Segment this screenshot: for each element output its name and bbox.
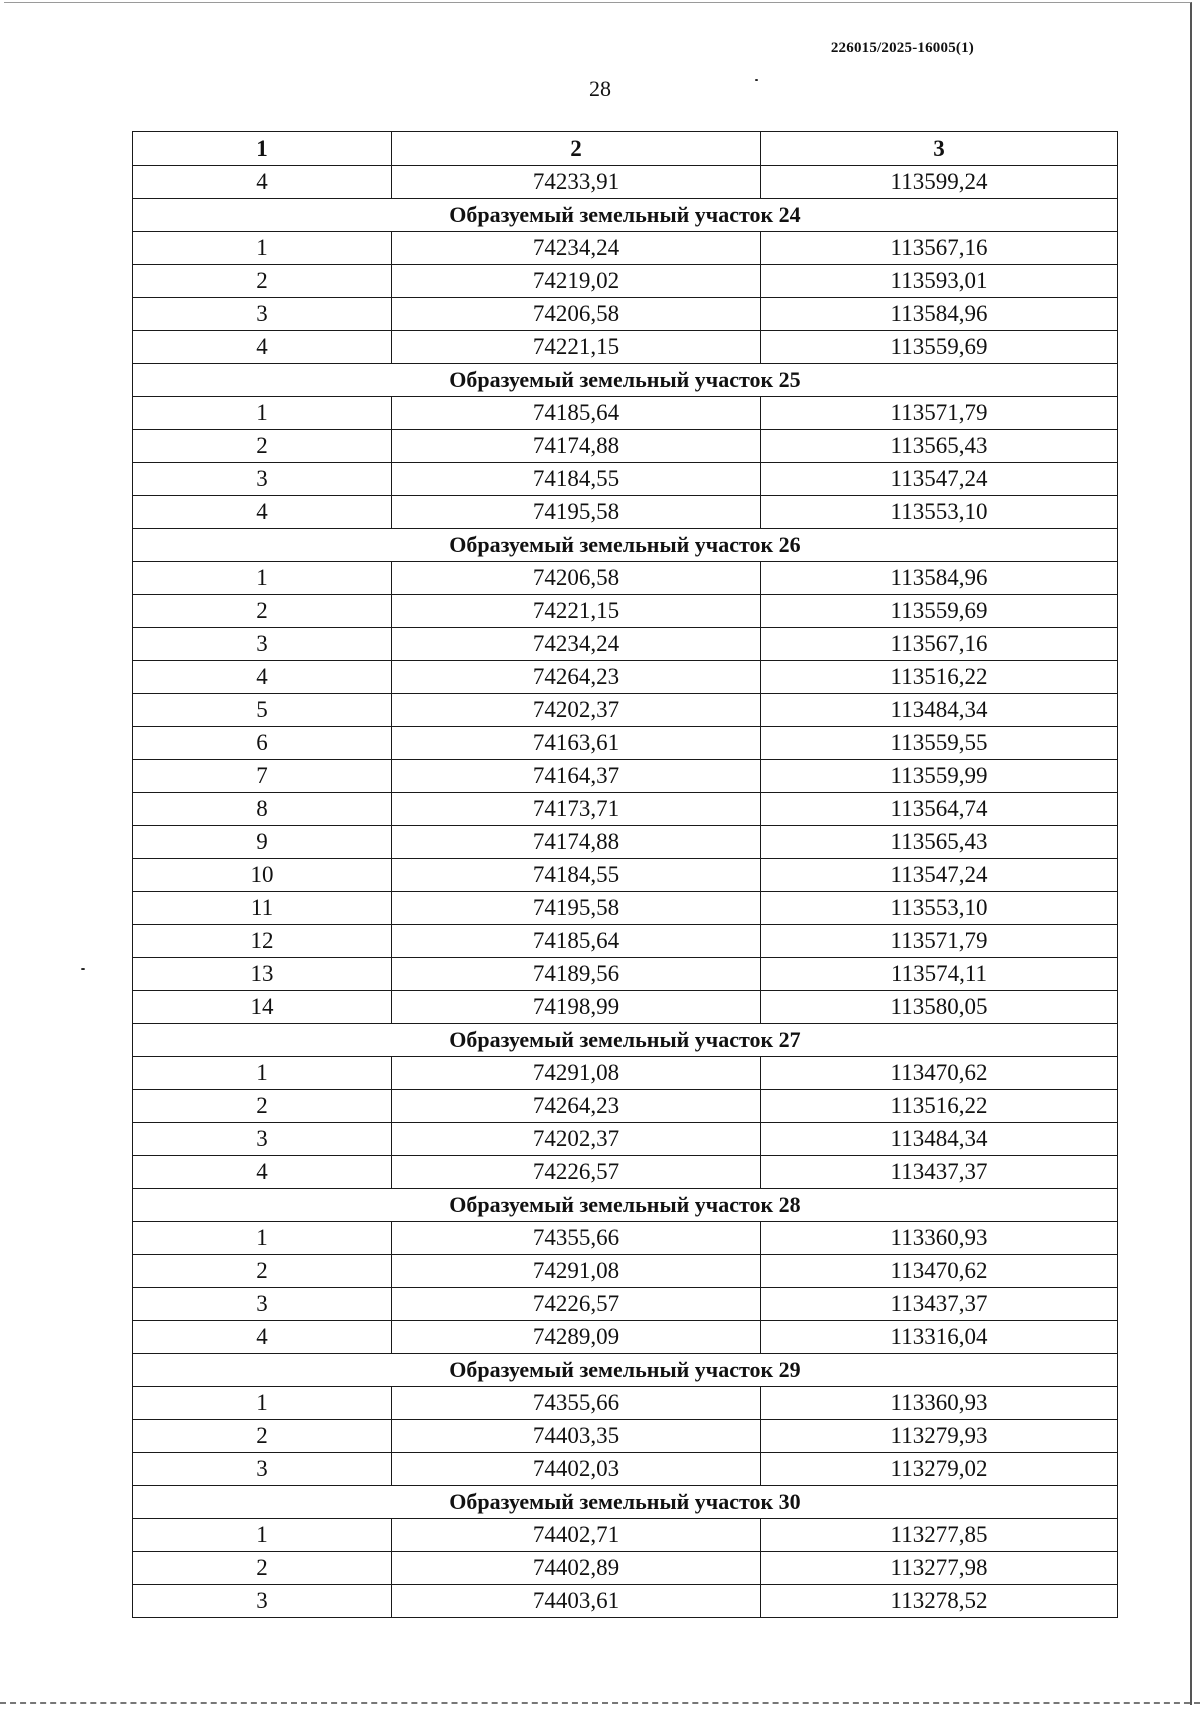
point-number-cell: 5 bbox=[133, 694, 392, 727]
y-coordinate-cell: 113559,99 bbox=[761, 760, 1118, 793]
table-row bbox=[133, 826, 1118, 859]
table-row bbox=[133, 265, 1118, 298]
y-coordinate-cell: 113437,37 bbox=[761, 1288, 1118, 1321]
table-row bbox=[133, 1288, 1118, 1321]
point-number-cell: 10 bbox=[133, 859, 392, 892]
table-row bbox=[133, 694, 1118, 727]
section-row bbox=[133, 1189, 1118, 1222]
y-coordinate-cell: 113279,02 bbox=[761, 1453, 1118, 1486]
point-number-cell: 2 bbox=[133, 1090, 392, 1123]
y-coordinate-cell: 113565,43 bbox=[761, 826, 1118, 859]
x-coordinate-cell: 74185,64 bbox=[392, 925, 761, 958]
x-coordinate-cell: 74402,71 bbox=[392, 1519, 761, 1552]
x-coordinate-cell: 74289,09 bbox=[392, 1321, 761, 1354]
point-number-cell: 1 bbox=[133, 397, 392, 430]
section-title: Образуемый земельный участок 26 bbox=[133, 529, 1118, 562]
point-number-cell: 12 bbox=[133, 925, 392, 958]
y-coordinate-cell: 113584,96 bbox=[761, 562, 1118, 595]
point-number-cell: 4 bbox=[133, 496, 392, 529]
table-row bbox=[133, 595, 1118, 628]
table-row bbox=[133, 496, 1118, 529]
point-number-cell: 9 bbox=[133, 826, 392, 859]
point-number-cell: 2 bbox=[133, 1420, 392, 1453]
point-number-cell: 4 bbox=[133, 1321, 392, 1354]
y-coordinate-cell: 113277,85 bbox=[761, 1519, 1118, 1552]
point-number-cell: 1 bbox=[133, 562, 392, 595]
point-number-cell: 8 bbox=[133, 793, 392, 826]
point-number-cell: 14 bbox=[133, 991, 392, 1024]
y-coordinate-cell: 113437,37 bbox=[761, 1156, 1118, 1189]
y-coordinate-cell: 113484,34 bbox=[761, 1123, 1118, 1156]
y-coordinate-cell: 113516,22 bbox=[761, 1090, 1118, 1123]
x-coordinate-cell: 74355,66 bbox=[392, 1222, 761, 1255]
table-row bbox=[133, 1156, 1118, 1189]
point-number-cell: 2 bbox=[133, 1552, 392, 1585]
y-coordinate-cell: 113599,24 bbox=[761, 166, 1118, 199]
section-title: Образуемый земельный участок 29 bbox=[133, 1354, 1118, 1387]
point-number-cell: 2 bbox=[133, 1255, 392, 1288]
section-title: Образуемый земельный участок 28 bbox=[133, 1189, 1118, 1222]
y-coordinate-cell: 113470,62 bbox=[761, 1057, 1118, 1090]
point-number-cell: 2 bbox=[133, 595, 392, 628]
x-coordinate-cell: 74403,35 bbox=[392, 1420, 761, 1453]
x-coordinate-cell: 74403,61 bbox=[392, 1585, 761, 1618]
x-coordinate-cell: 74206,58 bbox=[392, 562, 761, 595]
table-row bbox=[133, 958, 1118, 991]
point-number-cell: 3 bbox=[133, 1288, 392, 1321]
coordinates-table bbox=[132, 131, 1118, 1618]
x-coordinate-cell: 74233,91 bbox=[392, 166, 761, 199]
table-row bbox=[133, 1057, 1118, 1090]
table-row bbox=[133, 166, 1118, 199]
x-coordinate-cell: 74226,57 bbox=[392, 1156, 761, 1189]
column-header-x: 2 bbox=[392, 132, 761, 166]
x-coordinate-cell: 74164,37 bbox=[392, 760, 761, 793]
x-coordinate-cell: 74402,89 bbox=[392, 1552, 761, 1585]
y-coordinate-cell: 113580,05 bbox=[761, 991, 1118, 1024]
x-coordinate-cell: 74264,23 bbox=[392, 661, 761, 694]
section-row bbox=[133, 529, 1118, 562]
point-number-cell: 13 bbox=[133, 958, 392, 991]
x-coordinate-cell: 74402,03 bbox=[392, 1453, 761, 1486]
document-number: 226015/2025-16005(1) bbox=[830, 40, 974, 56]
y-coordinate-cell: 113547,24 bbox=[761, 463, 1118, 496]
table-row bbox=[133, 793, 1118, 826]
y-coordinate-cell: 113553,10 bbox=[761, 496, 1118, 529]
section-row bbox=[133, 1354, 1118, 1387]
table-row bbox=[133, 331, 1118, 364]
table-row bbox=[133, 298, 1118, 331]
table-row bbox=[133, 1255, 1118, 1288]
table-row bbox=[133, 430, 1118, 463]
x-coordinate-cell: 74202,37 bbox=[392, 1123, 761, 1156]
y-coordinate-cell: 113279,93 bbox=[761, 1420, 1118, 1453]
table-row bbox=[133, 991, 1118, 1024]
y-coordinate-cell: 113360,93 bbox=[761, 1387, 1118, 1420]
x-coordinate-cell: 74184,55 bbox=[392, 463, 761, 496]
point-number-cell: 2 bbox=[133, 265, 392, 298]
y-coordinate-cell: 113584,96 bbox=[761, 298, 1118, 331]
y-coordinate-cell: 113470,62 bbox=[761, 1255, 1118, 1288]
y-coordinate-cell: 113277,98 bbox=[761, 1552, 1118, 1585]
point-number-cell: 11 bbox=[133, 892, 392, 925]
x-coordinate-cell: 74174,88 bbox=[392, 826, 761, 859]
y-coordinate-cell: 113484,34 bbox=[761, 694, 1118, 727]
section-title: Образуемый земельный участок 25 bbox=[133, 364, 1118, 397]
table-row bbox=[133, 397, 1118, 430]
x-coordinate-cell: 74226,57 bbox=[392, 1288, 761, 1321]
table-body bbox=[133, 166, 1118, 1618]
table-row bbox=[133, 1321, 1118, 1354]
scan-speck bbox=[755, 79, 758, 81]
point-number-cell: 3 bbox=[133, 463, 392, 496]
point-number-cell: 4 bbox=[133, 661, 392, 694]
section-row bbox=[133, 1486, 1118, 1519]
y-coordinate-cell: 113567,16 bbox=[761, 232, 1118, 265]
x-coordinate-cell: 74202,37 bbox=[392, 694, 761, 727]
y-coordinate-cell: 113559,69 bbox=[761, 595, 1118, 628]
point-number-cell: 3 bbox=[133, 1585, 392, 1618]
table-row bbox=[133, 1453, 1118, 1486]
section-row bbox=[133, 364, 1118, 397]
point-number-cell: 1 bbox=[133, 1387, 392, 1420]
point-number-cell: 1 bbox=[133, 1222, 392, 1255]
x-coordinate-cell: 74173,71 bbox=[392, 793, 761, 826]
x-coordinate-cell: 74206,58 bbox=[392, 298, 761, 331]
y-coordinate-cell: 113571,79 bbox=[761, 397, 1118, 430]
x-coordinate-cell: 74355,66 bbox=[392, 1387, 761, 1420]
x-coordinate-cell: 74198,99 bbox=[392, 991, 761, 1024]
table-row bbox=[133, 463, 1118, 496]
y-coordinate-cell: 113567,16 bbox=[761, 628, 1118, 661]
section-row bbox=[133, 199, 1118, 232]
table-row bbox=[133, 1387, 1118, 1420]
table-row bbox=[133, 661, 1118, 694]
table-row bbox=[133, 1420, 1118, 1453]
table-row bbox=[133, 892, 1118, 925]
y-coordinate-cell: 113574,11 bbox=[761, 958, 1118, 991]
table-row bbox=[133, 925, 1118, 958]
x-coordinate-cell: 74234,24 bbox=[392, 628, 761, 661]
table-row bbox=[133, 1519, 1118, 1552]
page-bottom-edge bbox=[0, 1702, 1200, 1704]
y-coordinate-cell: 113278,52 bbox=[761, 1585, 1118, 1618]
column-header-y: 3 bbox=[761, 132, 1118, 166]
point-number-cell: 6 bbox=[133, 727, 392, 760]
column-header-point: 1 bbox=[133, 132, 392, 166]
x-coordinate-cell: 74221,15 bbox=[392, 331, 761, 364]
point-number-cell: 7 bbox=[133, 760, 392, 793]
point-number-cell: 4 bbox=[133, 1156, 392, 1189]
y-coordinate-cell: 113559,55 bbox=[761, 727, 1118, 760]
table-row bbox=[133, 727, 1118, 760]
y-coordinate-cell: 113516,22 bbox=[761, 661, 1118, 694]
x-coordinate-cell: 74221,15 bbox=[392, 595, 761, 628]
x-coordinate-cell: 74264,23 bbox=[392, 1090, 761, 1123]
y-coordinate-cell: 113571,79 bbox=[761, 925, 1118, 958]
x-coordinate-cell: 74291,08 bbox=[392, 1057, 761, 1090]
table-row bbox=[133, 1585, 1118, 1618]
x-coordinate-cell: 74195,58 bbox=[392, 892, 761, 925]
y-coordinate-cell: 113559,69 bbox=[761, 331, 1118, 364]
section-title: Образуемый земельный участок 30 bbox=[133, 1486, 1118, 1519]
table-row bbox=[133, 1123, 1118, 1156]
y-coordinate-cell: 113565,43 bbox=[761, 430, 1118, 463]
point-number-cell: 1 bbox=[133, 232, 392, 265]
x-coordinate-cell: 74163,61 bbox=[392, 727, 761, 760]
table-row bbox=[133, 1090, 1118, 1123]
table-row bbox=[133, 859, 1118, 892]
section-title: Образуемый земельный участок 27 bbox=[133, 1024, 1118, 1057]
y-coordinate-cell: 113564,74 bbox=[761, 793, 1118, 826]
y-coordinate-cell: 113316,04 bbox=[761, 1321, 1118, 1354]
point-number-cell: 3 bbox=[133, 628, 392, 661]
table-row bbox=[133, 232, 1118, 265]
table-row bbox=[133, 1552, 1118, 1585]
point-number-cell: 2 bbox=[133, 430, 392, 463]
table-header-row bbox=[133, 132, 1118, 166]
point-number-cell: 3 bbox=[133, 1123, 392, 1156]
x-coordinate-cell: 74234,24 bbox=[392, 232, 761, 265]
x-coordinate-cell: 74185,64 bbox=[392, 397, 761, 430]
y-coordinate-cell: 113593,01 bbox=[761, 265, 1118, 298]
point-number-cell: 4 bbox=[133, 166, 392, 199]
scan-speck bbox=[81, 968, 85, 970]
y-coordinate-cell: 113360,93 bbox=[761, 1222, 1118, 1255]
table-row bbox=[133, 628, 1118, 661]
x-coordinate-cell: 74174,88 bbox=[392, 430, 761, 463]
point-number-cell: 4 bbox=[133, 331, 392, 364]
x-coordinate-cell: 74189,56 bbox=[392, 958, 761, 991]
y-coordinate-cell: 113547,24 bbox=[761, 859, 1118, 892]
x-coordinate-cell: 74291,08 bbox=[392, 1255, 761, 1288]
page-number: 28 bbox=[589, 76, 611, 101]
section-title: Образуемый земельный участок 24 bbox=[133, 199, 1118, 232]
x-coordinate-cell: 74195,58 bbox=[392, 496, 761, 529]
x-coordinate-cell: 74219,02 bbox=[392, 265, 761, 298]
x-coordinate-cell: 74184,55 bbox=[392, 859, 761, 892]
point-number-cell: 1 bbox=[133, 1519, 392, 1552]
point-number-cell: 3 bbox=[133, 298, 392, 331]
table-row bbox=[133, 1222, 1118, 1255]
point-number-cell: 1 bbox=[133, 1057, 392, 1090]
table-row bbox=[133, 562, 1118, 595]
y-coordinate-cell: 113553,10 bbox=[761, 892, 1118, 925]
point-number-cell: 3 bbox=[133, 1453, 392, 1486]
section-row bbox=[133, 1024, 1118, 1057]
table-row bbox=[133, 760, 1118, 793]
